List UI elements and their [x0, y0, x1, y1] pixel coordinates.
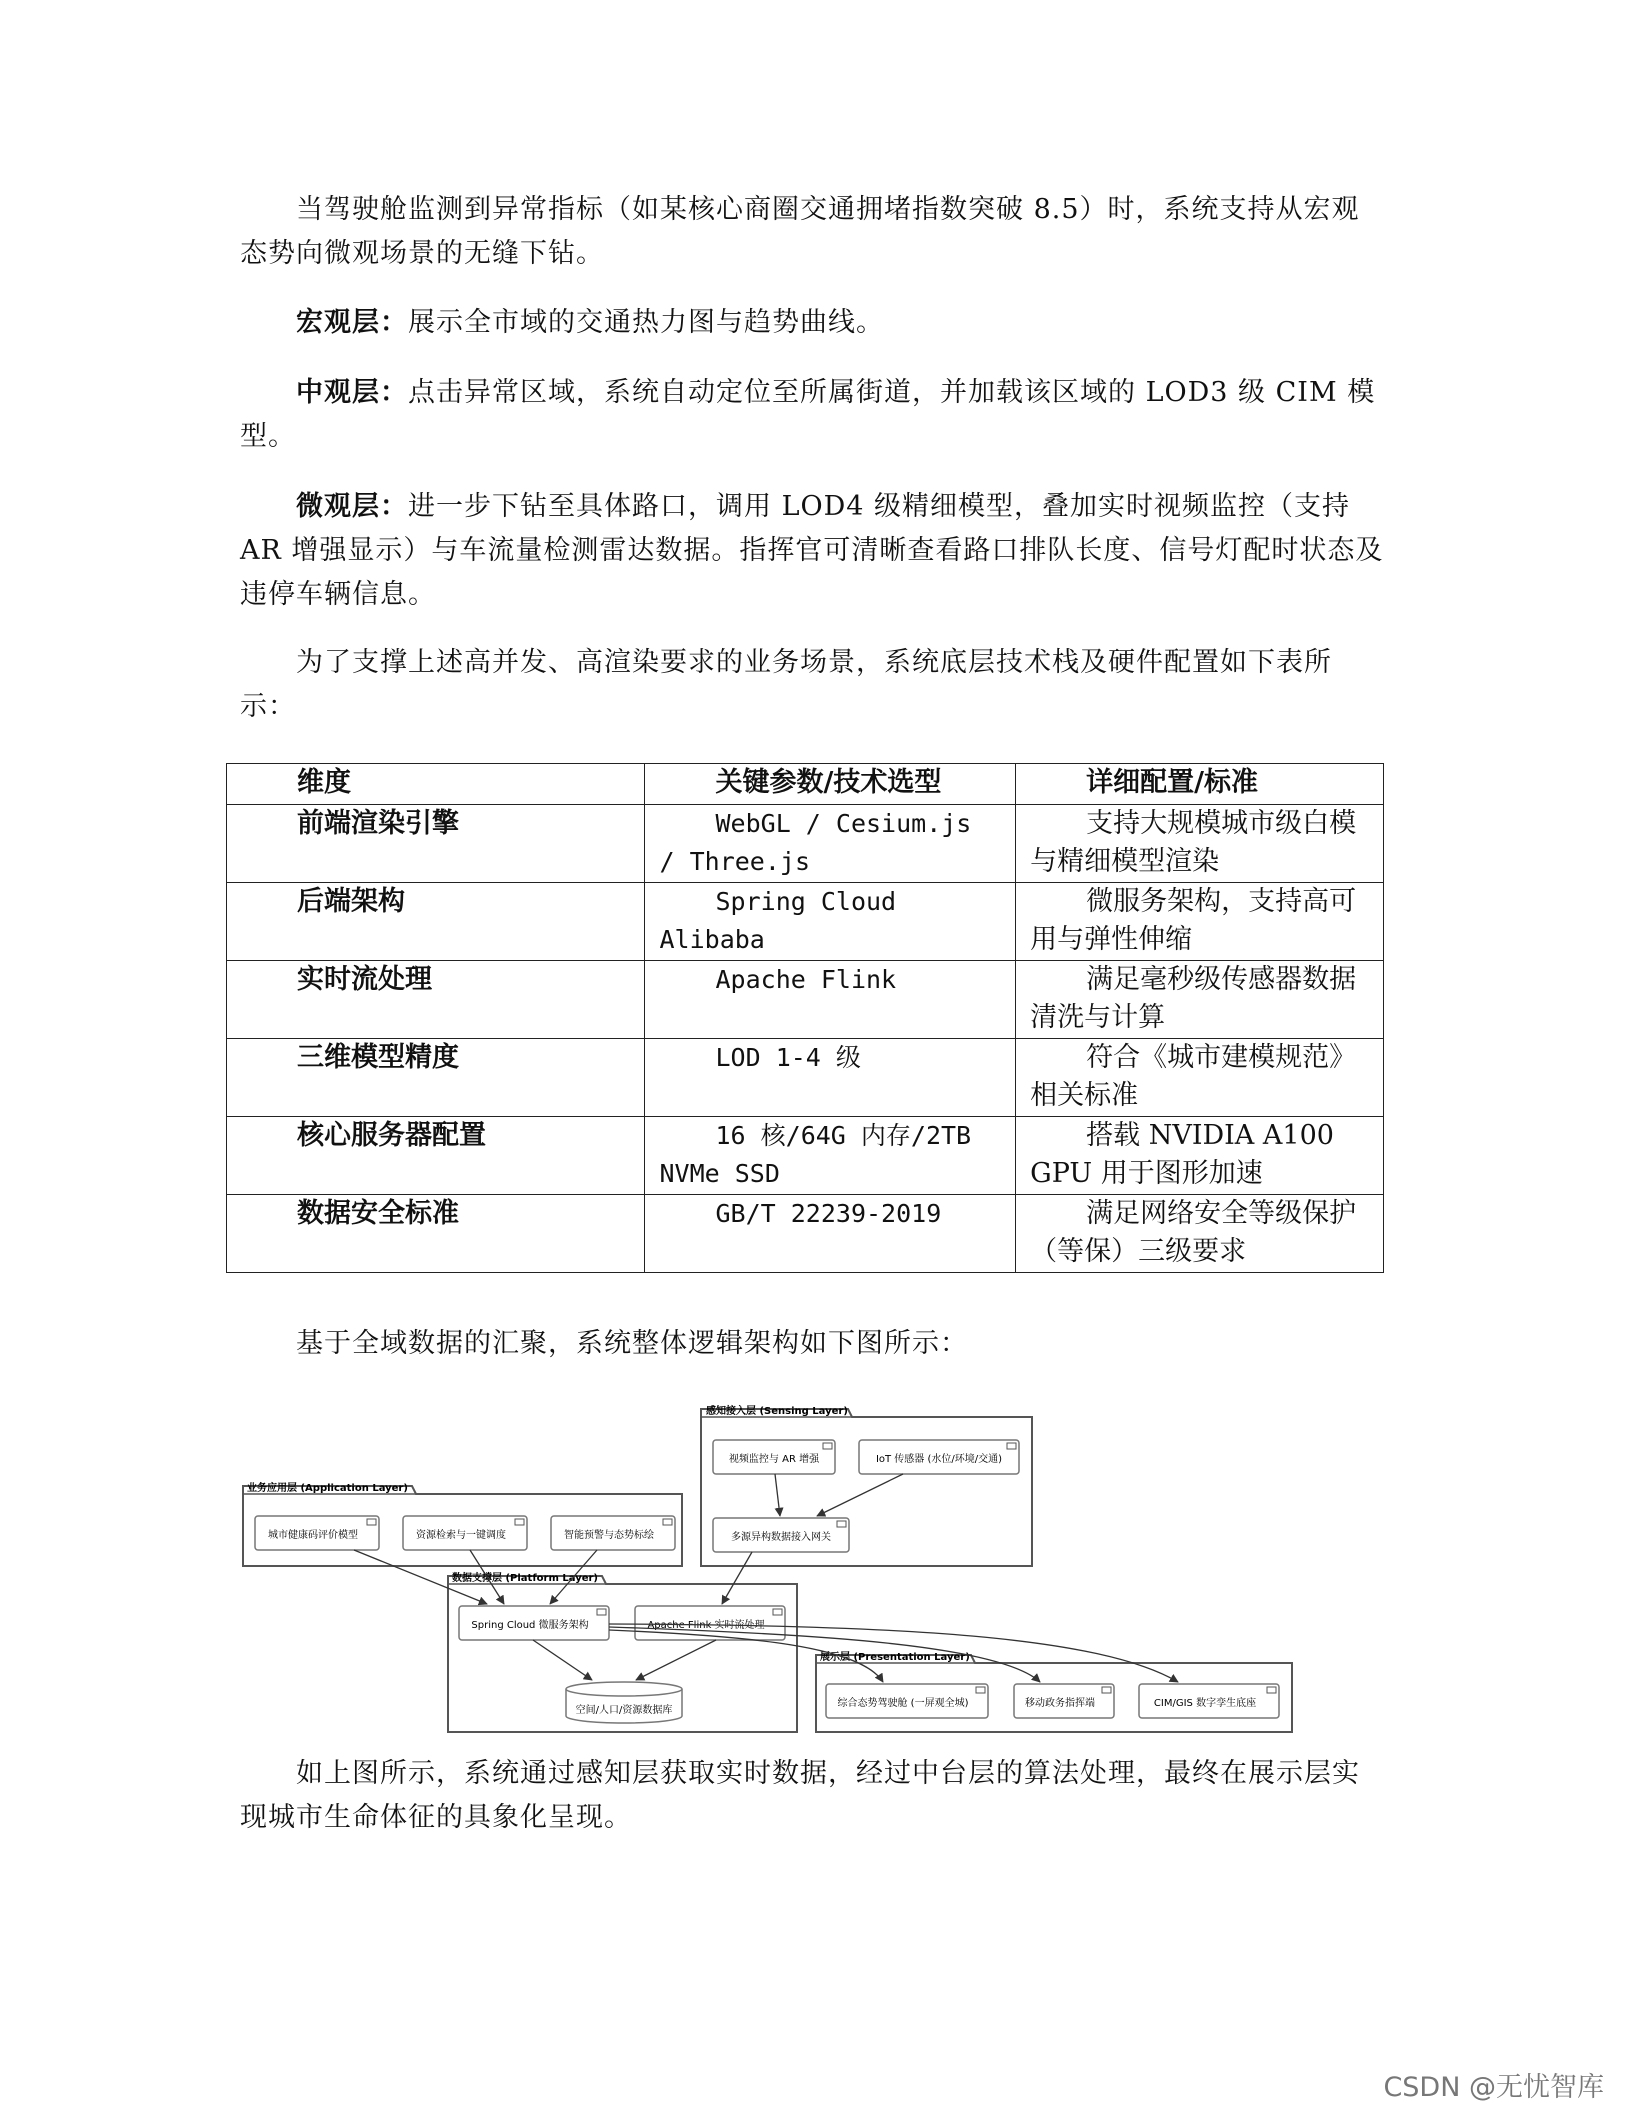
- warning-node-label: 智能预警与态势标绘: [564, 1530, 654, 1541]
- table-cell-detail: 满足毫秒级传感器数据清洗与计算: [1016, 961, 1384, 1039]
- table-cell-dimension: 前端渲染引擎: [227, 805, 645, 883]
- mobile-node: [1014, 1684, 1114, 1718]
- table-cell-dimension: 核心服务器配置: [227, 1117, 645, 1195]
- paragraph-drilldown-intro: 当驾驶舱监测到异常指标（如某核心商圈交通拥堵指数突破 8.5）时，系统支持从宏观态势向微观场景的无缝下钻。: [240, 194, 1360, 269]
- macro-layer-text: 展示全市域的交通热力图与趋势曲线。: [408, 307, 884, 338]
- iot-node: [859, 1440, 1019, 1474]
- table-cell-param: GB/T 22239-2019: [645, 1195, 1016, 1273]
- paragraph-table-intro: 为了支撑上述高并发、高渲染要求的业务场景，系统底层技术栈及硬件配置如下表所示：: [240, 647, 1332, 722]
- iot-node-label: IoT 传感器 (水位/环境/交通): [875, 1454, 1003, 1465]
- presentation-layer: [816, 1650, 1292, 1732]
- health-node-label: 城市健康码评价模型: [268, 1530, 358, 1541]
- platform-layer: [448, 1571, 797, 1732]
- mobile-node-label: 移动政务指挥端: [1025, 1698, 1095, 1709]
- csdn-watermark: CSDN @无忧智库: [1383, 2072, 1604, 2103]
- table-cell-param: 16 核/64G 内存/2TB NVMe SSD: [645, 1117, 1016, 1195]
- table-cell-param: LOD 1-4 级: [645, 1039, 1016, 1117]
- table-cell-detail: 满足网络安全等级保护（等保）三级要求: [1016, 1195, 1384, 1273]
- table-header-detail: 详细配置/标准: [1016, 764, 1384, 805]
- flink-node: [635, 1606, 785, 1640]
- spring-cloud-node: [459, 1606, 609, 1640]
- table-cell-param: Spring Cloud Alibaba: [645, 883, 1016, 961]
- macro-layer-label: 宏观层：: [296, 307, 408, 338]
- resource-node: [403, 1516, 527, 1550]
- table-cell-dimension: 数据安全标准: [227, 1195, 645, 1273]
- table-cell-detail: 搭载 NVIDIA A100 GPU 用于图形加速: [1016, 1117, 1384, 1195]
- table-cell-detail: 支持大规模城市级白模与精细模型渲染: [1016, 805, 1384, 883]
- warning-node: [551, 1516, 675, 1550]
- meso-layer-label: 中观层：: [296, 377, 408, 408]
- table-cell-dimension: 实时流处理: [227, 961, 645, 1039]
- table-cell-dimension: 后端架构: [227, 883, 645, 961]
- table-cell-param: WebGL / Cesium.js / Three.js: [645, 805, 1016, 883]
- video-node-label: 视频监控与 AR 增强: [728, 1454, 820, 1465]
- cockpit-node: [826, 1684, 988, 1718]
- sensing-layer: [701, 1404, 1032, 1566]
- resource-node-label: 资源检索与一键调度: [416, 1530, 506, 1541]
- table-header-dimension: 维度: [227, 764, 645, 805]
- sensing-layer-title: 感知接入层 (Sensing Layer): [706, 1406, 848, 1417]
- cim-node-label: CIM/GIS 数字孪生底座: [1153, 1698, 1257, 1709]
- flink-node-label: Apache Flink 实时流处理: [647, 1620, 765, 1631]
- paragraph-conclusion: 如上图所示，系统通过感知层获取实时数据，经过中台层的算法处理，最终在展示层实现城市生命体征的具象化呈现。: [240, 1758, 1360, 1833]
- table-cell-detail: 符合《城市建模规范》相关标准: [1016, 1039, 1384, 1117]
- meso-layer-text: 点击异常区域，系统自动定位至所属街道，并加载该区域的 LOD3 级 CIM 模型。: [240, 377, 1376, 452]
- database-node: [566, 1682, 682, 1723]
- cockpit-node-label: 综合态势驾驶舱 (一屏观全城): [837, 1698, 969, 1709]
- platform-layer-title: 数据支撑层 (Platform Layer): [452, 1573, 599, 1584]
- presentation-layer-title: 展示层 (Presentation Layer): [820, 1652, 970, 1663]
- application-layer: [243, 1481, 682, 1566]
- micro-layer-text: 进一步下钻至具体路口，调用 LOD4 级精细模型，叠加实时视频监控（支持 AR 增强显示）与车流量检测雷达数据。指挥官可清晰查看路口排队长度、信号灯配时状态及违停车辆信息。: [240, 491, 1384, 610]
- table-cell-dimension: 三维模型精度: [227, 1039, 645, 1117]
- database-node-label: 空间/人口/资源数据库: [575, 1705, 673, 1716]
- spring-cloud-node-label: Spring Cloud 微服务架构: [471, 1620, 589, 1631]
- application-layer-title: 业务应用层 (Application Layer): [247, 1483, 408, 1494]
- table-cell-param: Apache Flink: [645, 961, 1016, 1039]
- cim-node: [1139, 1684, 1279, 1718]
- micro-layer-label: 微观层：: [296, 491, 408, 522]
- health-node: [255, 1516, 379, 1550]
- table-cell-detail: 微服务架构，支持高可用与弹性伸缩: [1016, 883, 1384, 961]
- paragraph-diagram-intro: 基于全域数据的汇聚，系统整体逻辑架构如下图所示：: [296, 1328, 968, 1359]
- gateway-node-label: 多源异构数据接入网关: [731, 1532, 831, 1543]
- gateway-node: [713, 1518, 849, 1552]
- video-node: [713, 1440, 835, 1474]
- table-header-param: 关键参数/技术选型: [645, 764, 1016, 805]
